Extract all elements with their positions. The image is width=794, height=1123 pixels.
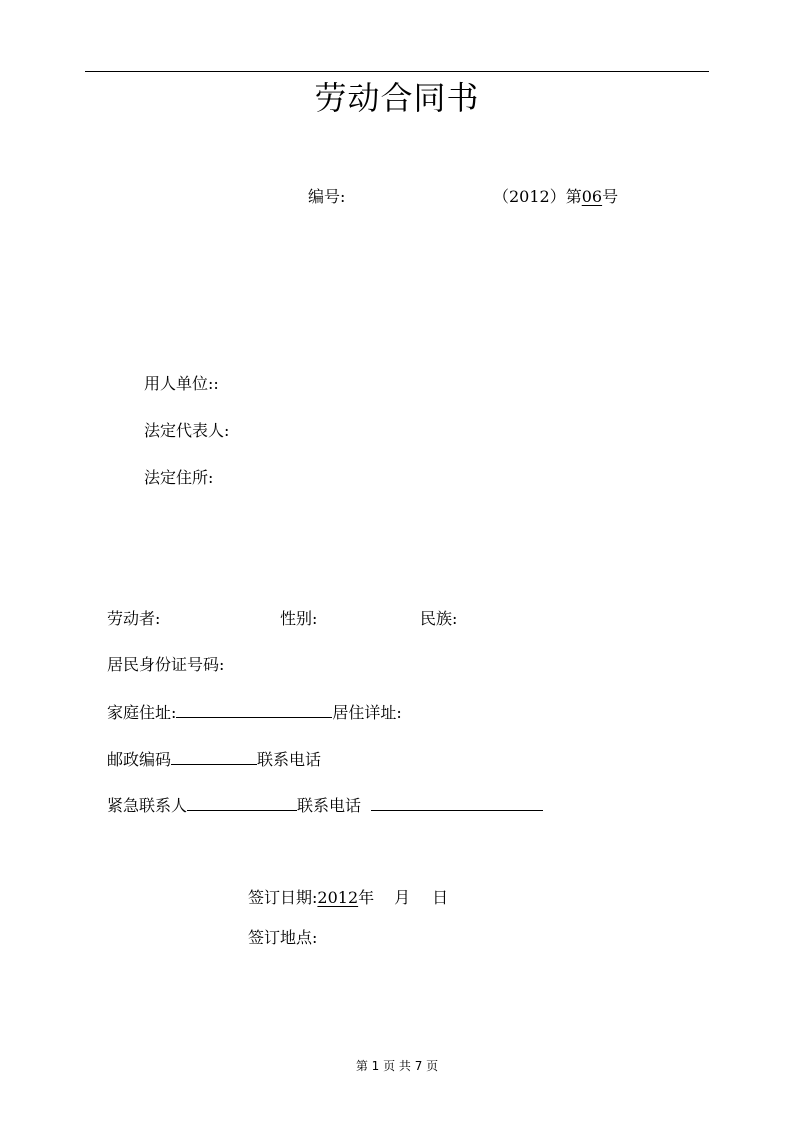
- contract-number-value: 06: [581, 187, 603, 206]
- phone-label: 联系电话: [257, 750, 322, 769]
- page-number: 第 1 页 共 7 页: [355, 1059, 439, 1073]
- emergency-row: [107, 794, 543, 817]
- ethnicity-label: 民族:: [420, 609, 458, 628]
- day-unit: 日: [432, 888, 449, 907]
- contract-number-suffix: 号: [602, 187, 619, 206]
- month-unit: 月: [394, 888, 411, 907]
- signing-year: 2012: [317, 888, 359, 907]
- residence-label: 居住详址:: [332, 703, 402, 722]
- legal-representative-label: 法定代表人:: [144, 421, 230, 440]
- signing-place-label: 签订地点:: [248, 928, 318, 947]
- header-rule: [85, 71, 709, 72]
- signing-date-label: 签订日期:: [248, 888, 318, 907]
- employer-unit-label: 用人单位::: [144, 374, 219, 393]
- legal-address-label: 法定住所:: [144, 468, 214, 487]
- contract-number: [493, 186, 618, 208]
- home-address-field[interactable]: [176, 701, 332, 718]
- postal-row: [107, 748, 321, 771]
- postal-code-label: 邮政编码: [107, 750, 172, 769]
- id-number-label: 居民身份证号码:: [107, 655, 225, 674]
- gender-label: 性别:: [280, 609, 318, 628]
- contract-number-label: 编号:: [308, 187, 346, 206]
- contract-number-prefix: （2012）第: [493, 187, 582, 206]
- home-address-row: [107, 701, 402, 724]
- signing-date-row: [248, 887, 448, 909]
- postal-code-field[interactable]: [171, 748, 257, 765]
- document-title: 劳动合同书: [314, 79, 480, 117]
- emergency-phone-field[interactable]: [371, 794, 543, 811]
- worker-label: 劳动者:: [107, 609, 161, 628]
- emergency-phone-label: 联系电话: [297, 796, 362, 815]
- year-unit: 年: [358, 888, 375, 907]
- emergency-contact-field[interactable]: [187, 794, 297, 811]
- emergency-contact-label: 紧急联系人: [107, 796, 188, 815]
- home-address-label: 家庭住址:: [107, 703, 177, 722]
